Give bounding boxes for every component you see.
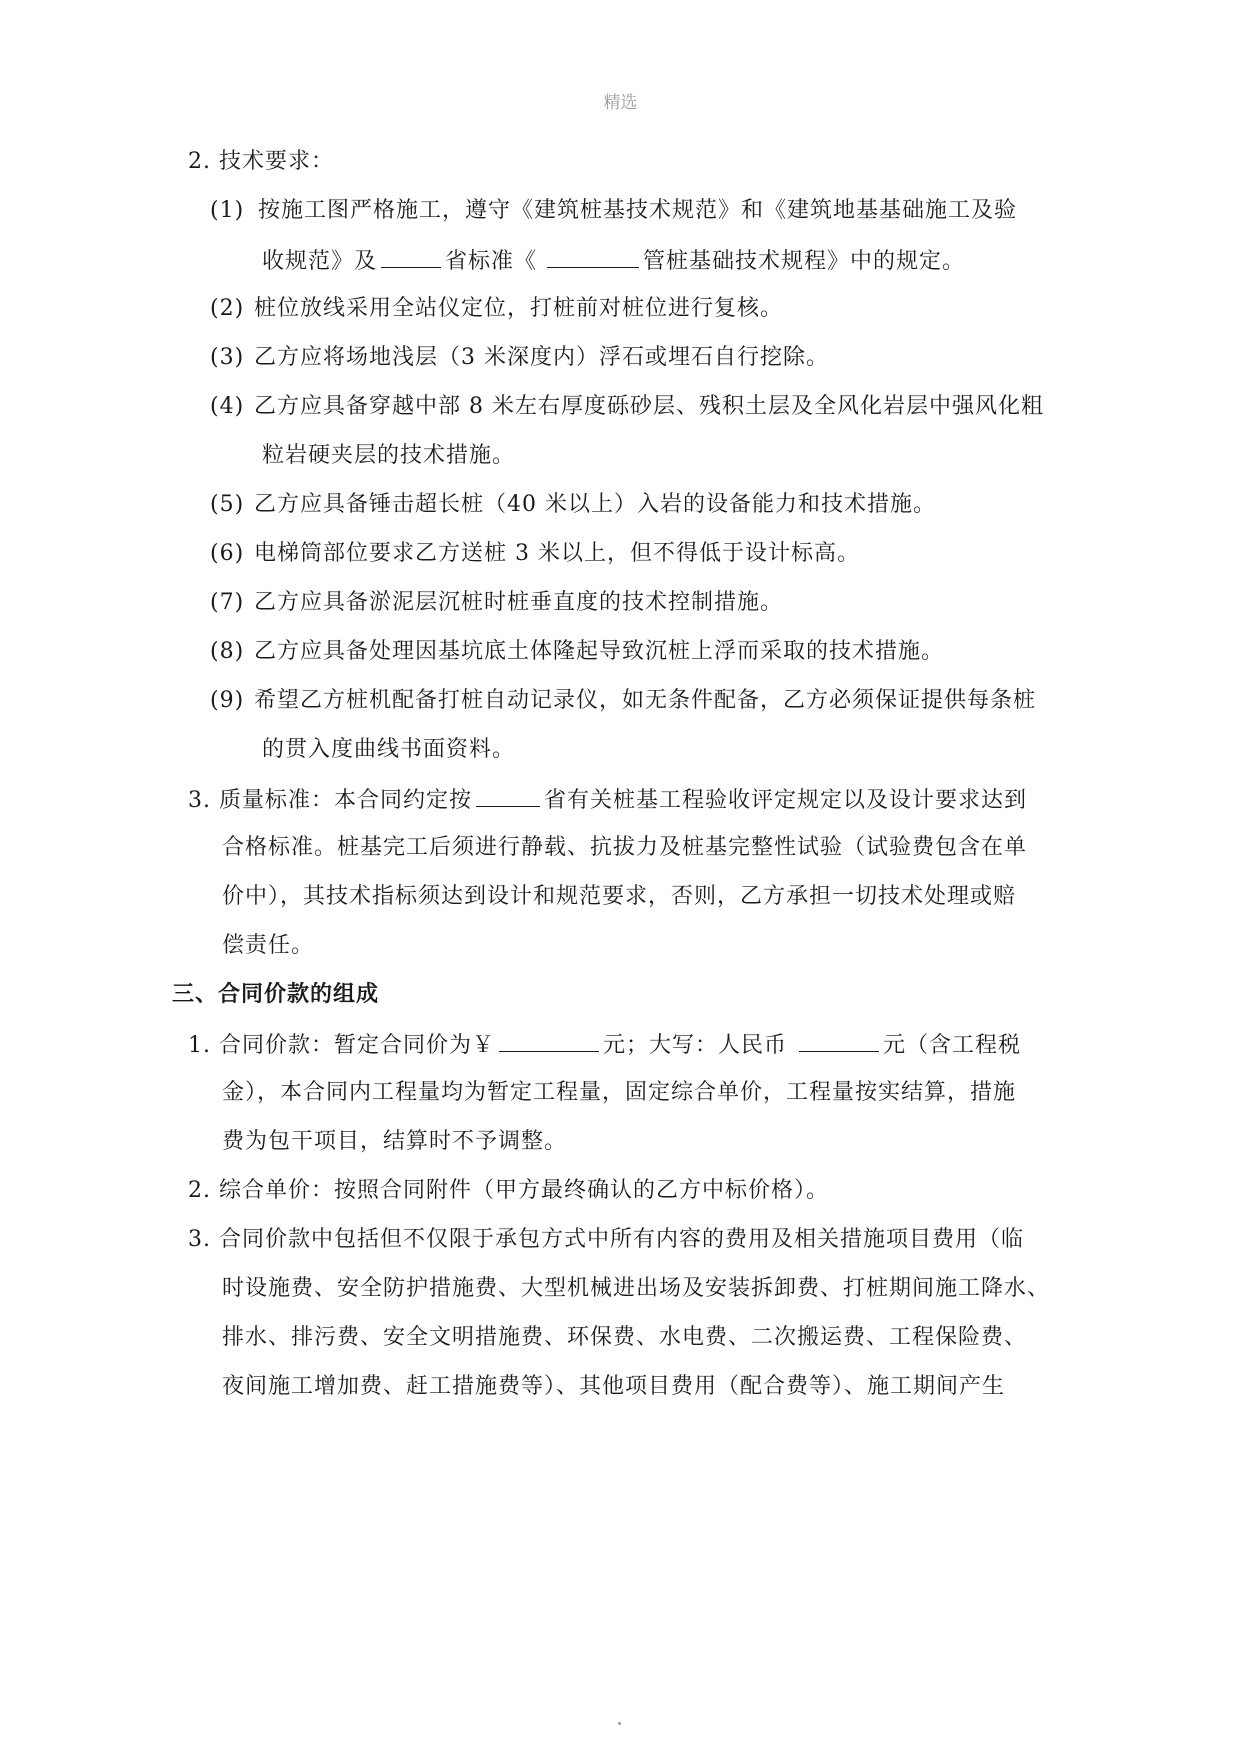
list-item-text: 电梯筒部位要求乙方送桩 3 米以上，但不得低于设计标高。 bbox=[254, 541, 860, 566]
list-item-number: (8) bbox=[210, 639, 245, 664]
text-fragment: 元（含工程税 bbox=[883, 1033, 1022, 1058]
text-fragment: 3. 质量标准：本合同约定按 bbox=[188, 788, 472, 813]
list-item-number: (5) bbox=[210, 492, 245, 517]
list-item-text: 乙方应具备处理因基坑底土体隆起导致沉桩上浮而采取的技术措施。 bbox=[254, 639, 945, 664]
paragraph-line: 3. 合同价款中包括但不仅限于承包方式中所有内容的费用及相关措施项目费用（临 bbox=[188, 1227, 1024, 1252]
fill-in-blank bbox=[547, 245, 639, 268]
paragraph-line: 排水、排污费、安全文明措施费、环保费、水电费、二次搬运费、工程保险费、 bbox=[222, 1325, 1028, 1350]
section-heading-technical: 2. 技术要求： bbox=[188, 149, 334, 174]
list-item-text: 桩位放线采用全站仪定位，打桩前对桩位进行复核。 bbox=[254, 296, 784, 321]
list-item-text: 乙方应具备穿越中部 8 米左右厚度砾砂层、残积土层及全风化岩层中强风化粗 bbox=[254, 394, 1044, 419]
list-item-text: 希望乙方桩机配备打桩自动记录仪，如无条件配备，乙方必须保证提供每条桩 bbox=[254, 688, 1037, 713]
chapter-title: 三、合同价款的组成 bbox=[172, 982, 380, 1007]
text-fragment: 省标准《 bbox=[445, 249, 538, 274]
fill-in-blank bbox=[799, 1029, 879, 1052]
list-item-number: (4) bbox=[210, 394, 245, 419]
text-fragment: 收规范》及 bbox=[262, 249, 378, 274]
list-item-number: (6) bbox=[210, 541, 245, 566]
list-item-number: (2) bbox=[210, 296, 245, 321]
paragraph-line: 费为包干项目，结算时不予调整。 bbox=[222, 1129, 568, 1154]
list-item-text: 按施工图严格施工，遵守《建筑桩基技术规范》和《建筑地基基础施工及验 bbox=[258, 198, 1018, 223]
paragraph-line: 金），本合同内工程量均为暂定工程量，固定综合单价，工程量按实结算，措施 bbox=[222, 1080, 1017, 1105]
text-fragment: 省有关桩基工程验收评定规定以及设计要求达到 bbox=[543, 788, 1027, 813]
text-fragment: 1. 合同价款：暂定合同价为￥ bbox=[188, 1033, 495, 1058]
list-item-text: 乙方应具备淤泥层沉桩时桩垂直度的技术控制措施。 bbox=[254, 590, 784, 615]
paragraph-line: 时设施费、安全防护措施费、大型机械进出场及安装拆卸费、打桩期间施工降水、 bbox=[222, 1276, 1051, 1301]
list-item-text-continued: 的贯入度曲线书面资料。 bbox=[262, 737, 516, 762]
footer-dot bbox=[618, 1722, 621, 1725]
paragraph-line: 夜间施工增加费、赶工措施费等）、其他项目费用（配合费等）、施工期间产生 bbox=[222, 1374, 1006, 1399]
paragraph-line: 偿责任。 bbox=[222, 933, 315, 958]
paragraph-line: 价中），其技术指标须达到设计和规范要求，否则，乙方承担一切技术处理或赔 bbox=[222, 884, 1017, 909]
fill-in-blank bbox=[476, 784, 540, 807]
paragraph-line: 合格标准。桩基完工后须进行静载、抗拔力及桩基完整性试验（试验费包含在单 bbox=[222, 835, 1028, 860]
contract-price-line bbox=[188, 1029, 1021, 1061]
fill-in-blank bbox=[381, 245, 441, 268]
list-item-text: 乙方应将场地浅层（3 米深度内）浮石或埋石自行挖除。 bbox=[254, 345, 829, 370]
fill-in-blank bbox=[499, 1029, 599, 1052]
list-item-text: 乙方应具备锤击超长桩（40 米以上）入岩的设备能力和技术措施。 bbox=[254, 492, 936, 517]
text-fragment: 元；大写：人民币 bbox=[602, 1033, 787, 1058]
list-item-number: (7) bbox=[210, 590, 245, 615]
list-item-text-continued bbox=[262, 245, 965, 277]
text-fragment: 管桩基础技术规程》中的规定。 bbox=[643, 249, 966, 274]
list-item-number: (1) bbox=[210, 198, 245, 223]
list-item-number: (3) bbox=[210, 345, 245, 370]
quality-standard-line bbox=[188, 784, 1027, 816]
list-item-number: (9) bbox=[210, 688, 245, 713]
unit-price-line: 2. 综合单价：按照合同附件（甲方最终确认的乙方中标价格）。 bbox=[188, 1178, 829, 1203]
list-item-text-continued: 粒岩硬夹层的技术措施。 bbox=[262, 443, 516, 468]
page-header: 精选 bbox=[603, 93, 638, 113]
